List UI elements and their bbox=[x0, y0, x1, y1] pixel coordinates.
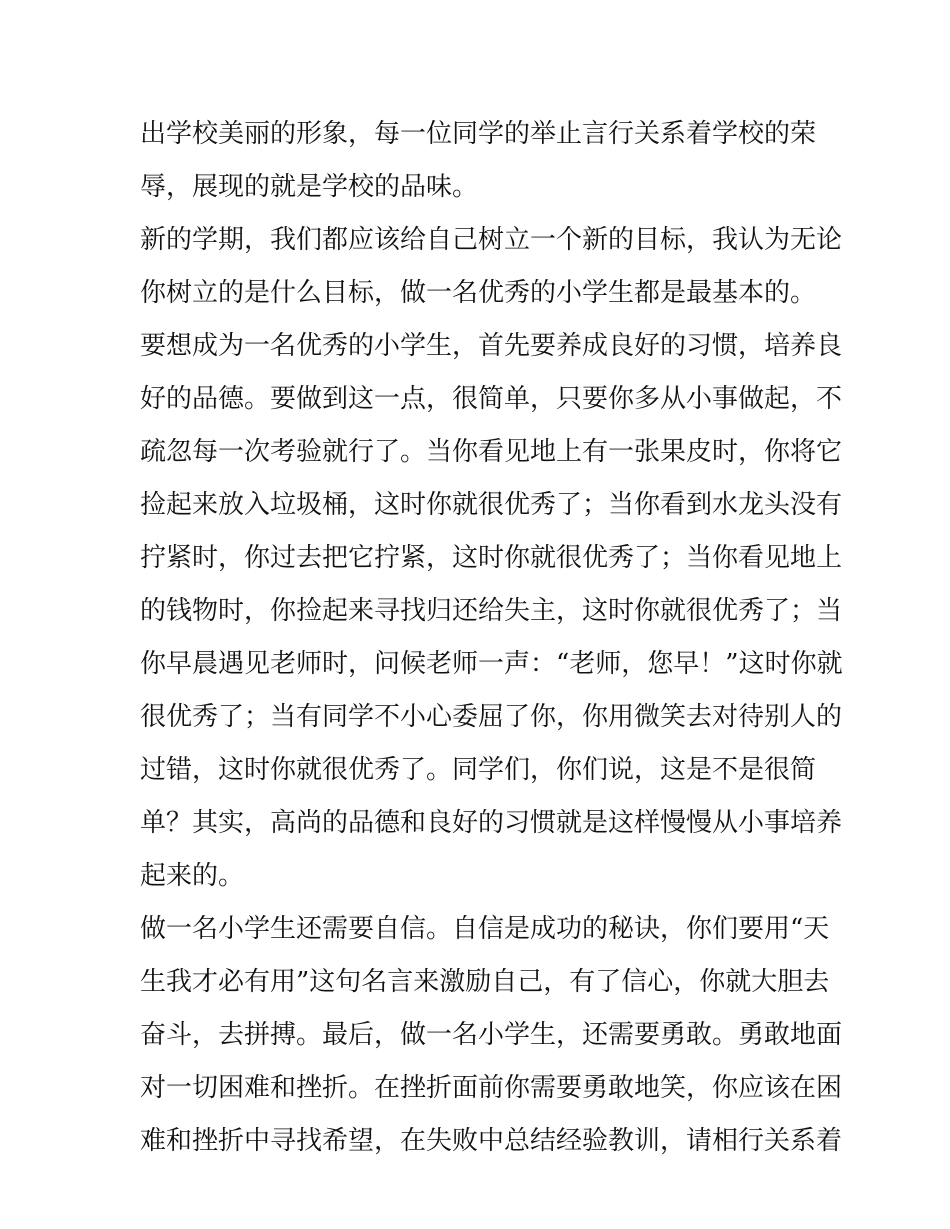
document-body-text bbox=[140, 108, 843, 1168]
text-line: 起来的。 bbox=[140, 861, 245, 891]
text-line: 做一名小学生还需要自信。自信是成功的秘诀，你们要用“天 bbox=[140, 914, 830, 944]
text-line: 过错，这时你就很优秀了。同学们，你们说，这是不是很简 bbox=[140, 755, 817, 785]
text-line: 辱，展现的就是学校的品味。 bbox=[140, 172, 479, 202]
text-line: 生我才必有用”这句名言来激励自己，有了信心，你就大胆去 bbox=[140, 967, 830, 997]
text-line: 捡起来放入垃圾桶，这时你就很优秀了；当你看到水龙头没有 bbox=[140, 490, 843, 520]
text-line: 单？其实，高尚的品德和良好的习惯就是这样慢慢从小事培养 bbox=[140, 808, 843, 838]
text-line: 奋斗，去拼搏。最后，做一名小学生，还需要勇敢。勇敢地面 bbox=[140, 1020, 843, 1050]
text-line: 对一切困难和挫折。在挫折面前你需要勇敢地笑，你应该在困 bbox=[140, 1073, 843, 1103]
text-line: 你早晨遇见老师时，问候老师一声：“老师，您早！”这时你就 bbox=[140, 649, 843, 679]
text-line: 出学校美丽的形象，每一位同学的举止言行关系着学校的荣 bbox=[140, 119, 817, 149]
text-line: 你树立的是什么目标，做一名优秀的小学生都是最基本的。 bbox=[140, 278, 817, 308]
text-line: 难和挫折中寻找希望，在失败中总结经验教训，请相行关系着 bbox=[140, 1126, 843, 1156]
text-line: 好的品德。要做到这一点，很简单，只要你多从小事做起，不 bbox=[140, 384, 843, 414]
text-line: 疏忽每一次考验就行了。当你看见地上有一张果皮时，你将它 bbox=[140, 437, 843, 467]
text-line: 的钱物时，你捡起来寻找归还给失主，这时你就很优秀了；当 bbox=[140, 596, 843, 626]
text-line: 新的学期，我们都应该给自己树立一个新的目标，我认为无论 bbox=[140, 225, 843, 255]
text-line: 拧紧时，你过去把它拧紧，这时你就很优秀了；当你看见地上 bbox=[140, 543, 843, 573]
text-line: 很优秀了；当有同学不小心委屈了你，你用微笑去对待别人的 bbox=[140, 702, 843, 732]
text-line: 要想成为一名优秀的小学生，首先要养成良好的习惯，培养良 bbox=[140, 331, 843, 361]
